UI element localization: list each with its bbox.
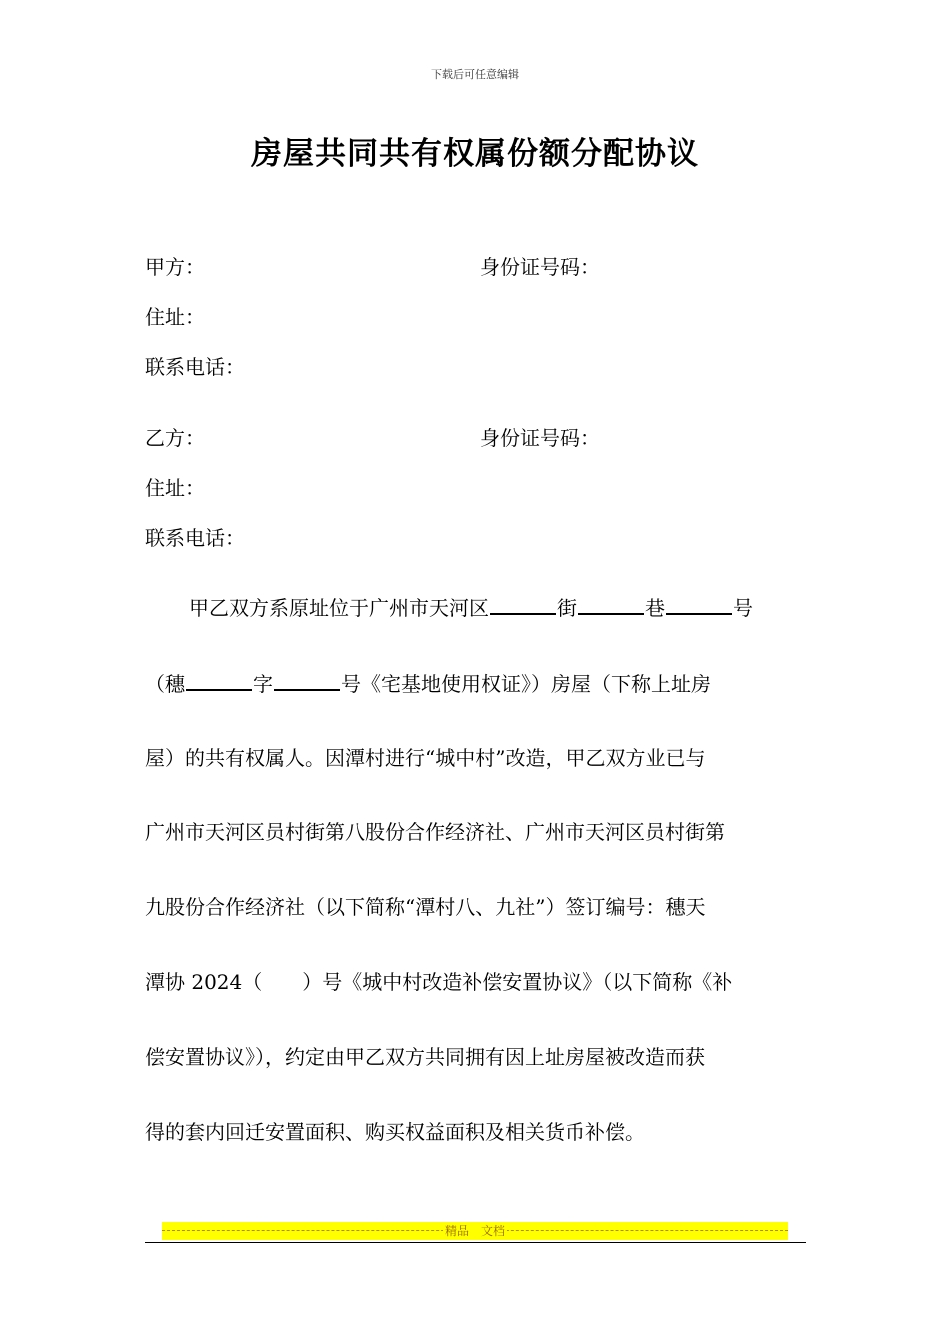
party-a-name-label: 甲方：	[145, 255, 205, 279]
header-note: 下载后可任意编辑	[431, 68, 519, 81]
party-b-address-label: 住址：	[145, 476, 205, 500]
party-b-name-label: 乙方：	[145, 426, 205, 450]
body-line-1	[189, 594, 753, 622]
body-text: 街	[557, 596, 577, 620]
footer-rule	[145, 1242, 806, 1243]
body-line-5: 九股份合作经济社（以下简称“潭村八、九社”）签订编号：穗天	[145, 895, 706, 919]
body-text: 巷	[645, 596, 665, 620]
body-text: （穗	[145, 672, 185, 696]
party-b-phone-label: 联系电话：	[145, 526, 245, 550]
footer-text	[162, 1222, 788, 1240]
party-a-id-label: 身份证号码：	[480, 255, 600, 279]
body-line-8: 得的套内回迁安置面积、购买权益面积及相关货币补偿。	[145, 1120, 645, 1144]
street-blank[interactable]	[490, 595, 556, 615]
body-text: 字	[253, 672, 273, 696]
body-text: 号	[733, 596, 753, 620]
body-line-2	[145, 670, 711, 698]
certificate-number-blank[interactable]	[274, 671, 340, 691]
document-title: 房屋共同共有权属份额分配协议	[251, 136, 699, 172]
party-a-phone-label: 联系电话：	[145, 355, 245, 379]
body-text: 甲乙双方系原址位于广州市天河区	[189, 596, 489, 620]
body-text: 号《宅基地使用权证》）房屋（下称上址房	[341, 672, 711, 696]
body-line-6: 潭协 2024（ ）号《城中村改造补偿安置协议》（以下简称《补	[145, 970, 733, 994]
sui-blank[interactable]	[186, 671, 252, 691]
party-a-address-label: 住址：	[145, 305, 205, 329]
body-line-4: 广州市天河区员村街第八股份合作经济社、广州市天河区员村街第	[145, 820, 725, 844]
body-line-3: 屋）的共有权属人。因潭村进行“城中村”改造，甲乙双方业已与	[145, 746, 706, 770]
footer-banner	[162, 1222, 788, 1240]
party-b-id-label: 身份证号码：	[480, 426, 600, 450]
body-line-7: 偿安置协议》），约定由甲乙双方共同拥有因上址房屋被改造而获	[145, 1045, 705, 1069]
number-blank[interactable]	[666, 595, 732, 615]
footer-label: 精品 文档	[444, 1224, 505, 1238]
lane-blank[interactable]	[578, 595, 644, 615]
